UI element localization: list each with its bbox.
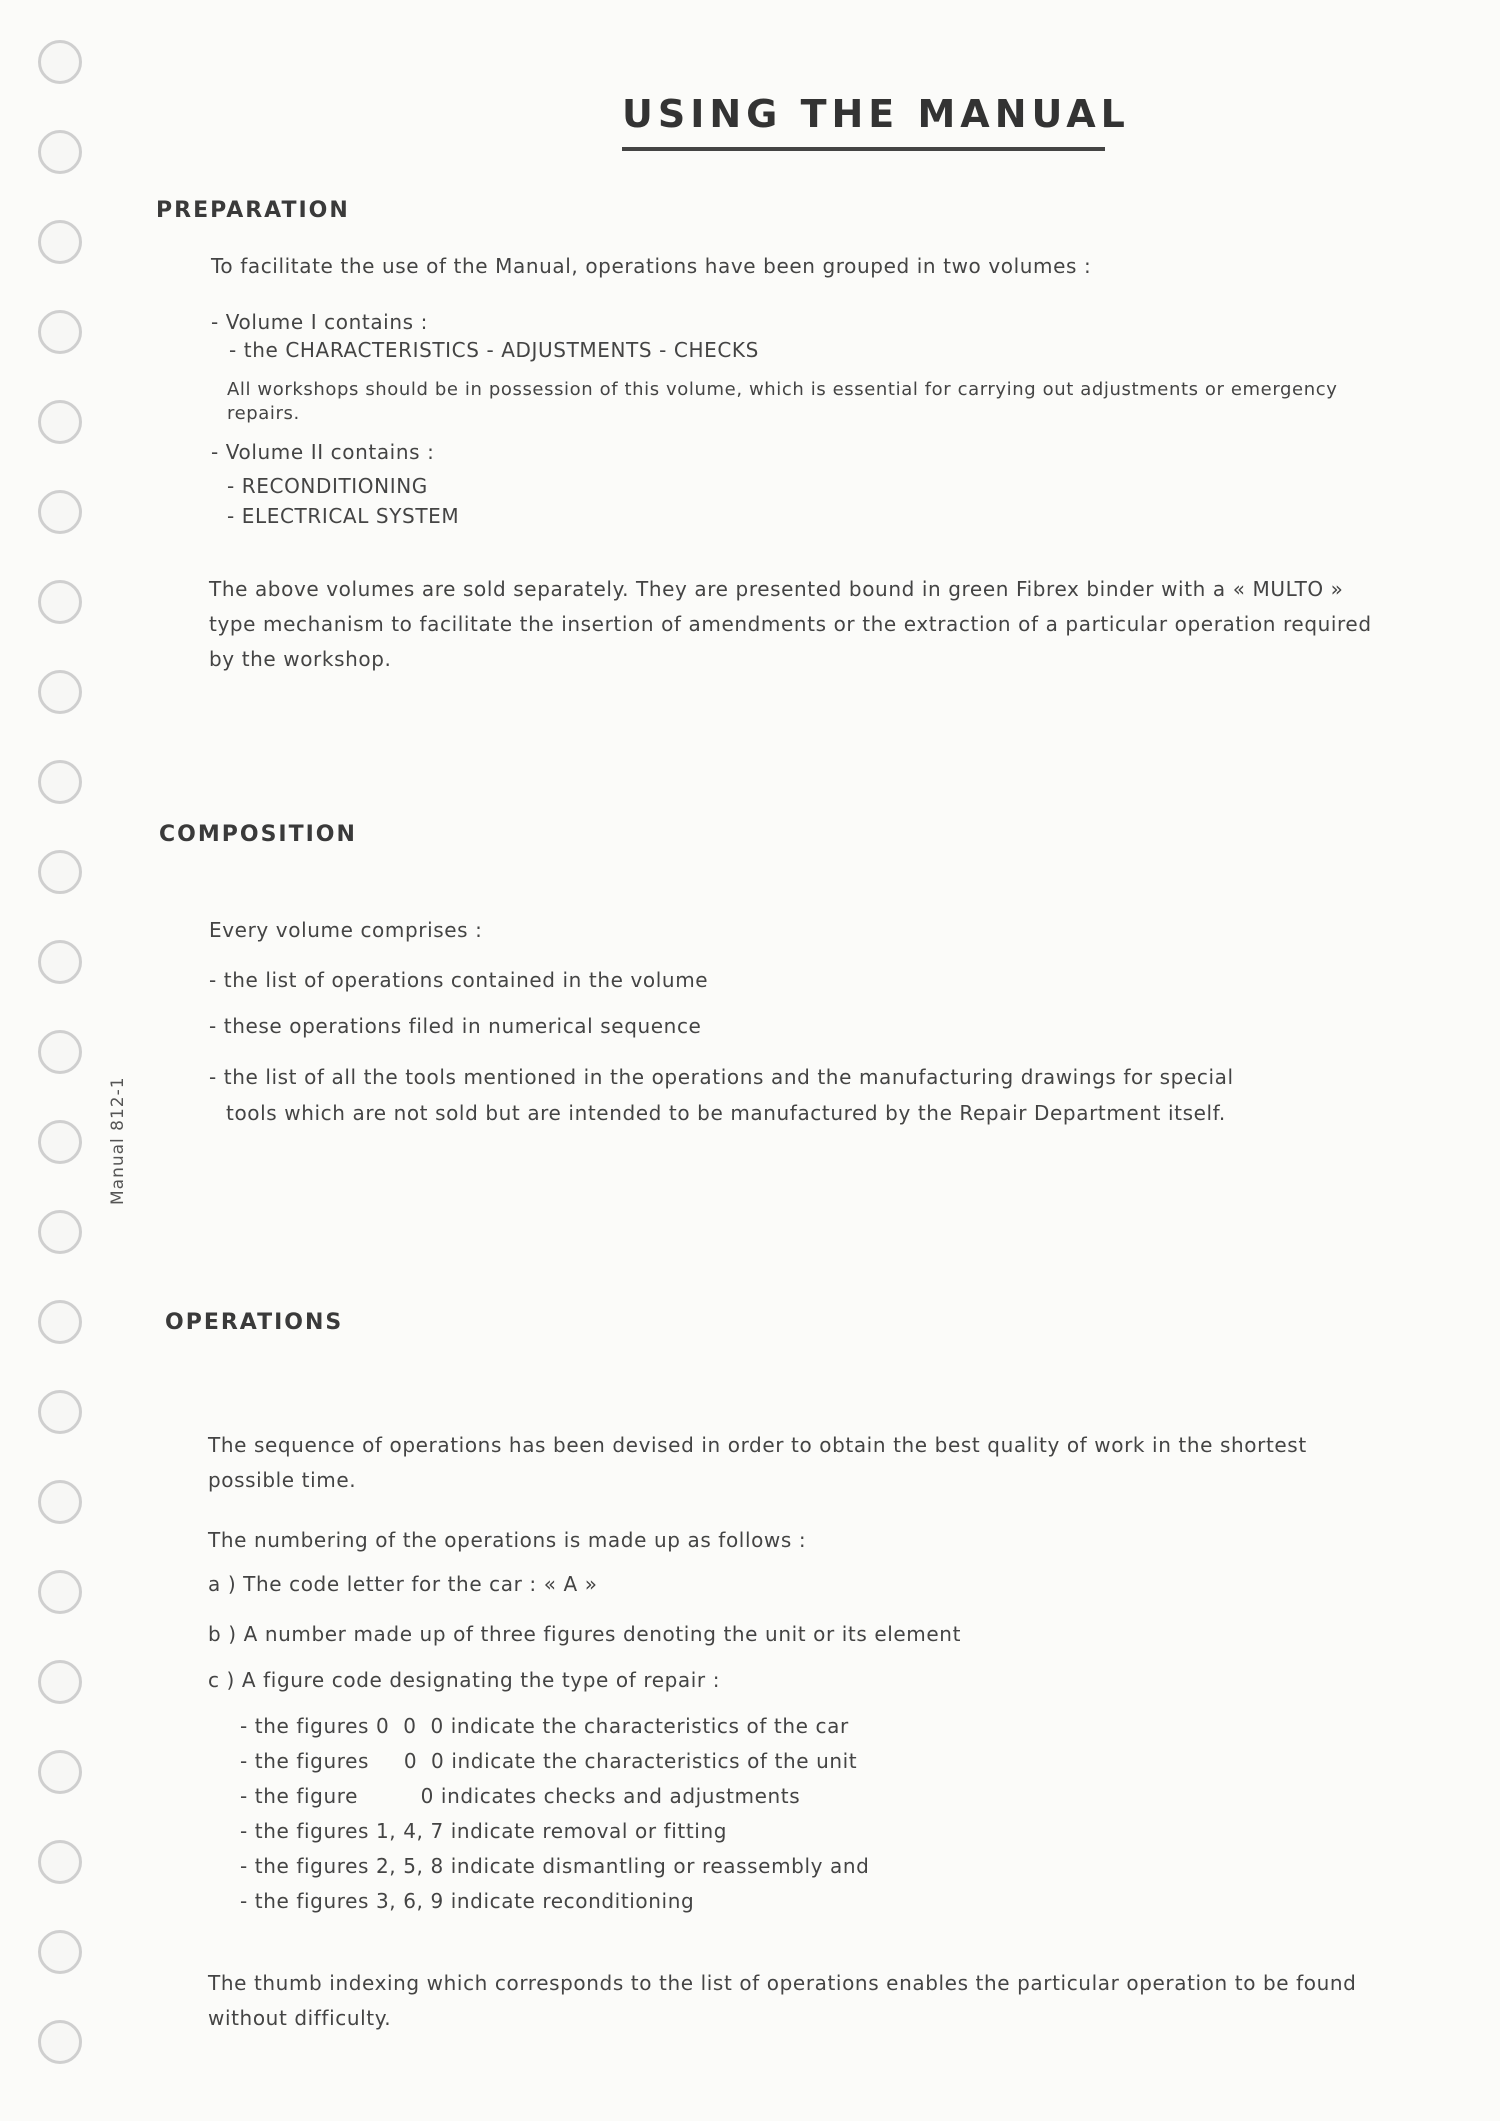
preparation-heading: PREPARATION xyxy=(156,198,350,223)
numbering-item-b: b ) A number made up of three figures denoting the unit or its element xyxy=(208,1622,962,1646)
volume-2-item-electrical: - ELECTRICAL SYSTEM xyxy=(227,504,460,528)
binder-hole xyxy=(38,130,82,174)
binder-hole xyxy=(38,1030,82,1074)
composition-heading: COMPOSITION xyxy=(159,822,357,847)
repair-code-line: - the figures 0 0 0 indicate the characteristics of the car xyxy=(240,1714,849,1738)
binder-hole xyxy=(38,220,82,264)
composition-item: - these operations filed in numerical sequence xyxy=(209,1014,702,1038)
binder-hole xyxy=(38,940,82,984)
binder-hole xyxy=(38,400,82,444)
composition-item: - the list of all the tools mentioned in the operations and the manufacturing drawings for special xyxy=(209,1065,1234,1089)
manual-number-label: Manual 812-1 xyxy=(108,1076,128,1205)
repair-code-line: - the figures 0 0 indicate the characteristics of the unit xyxy=(240,1749,858,1773)
binder-hole xyxy=(38,1300,82,1344)
composition-intro: Every volume comprises : xyxy=(209,918,483,942)
binder-hole xyxy=(38,310,82,354)
binder-hole xyxy=(38,1120,82,1164)
binder-hole xyxy=(38,1660,82,1704)
binder-hole xyxy=(38,580,82,624)
volume-2-label: - Volume II contains : xyxy=(211,440,435,464)
composition-item-continuation: tools which are not sold but are intended to be manufactured by the Repair Department itself. xyxy=(226,1101,1226,1125)
binder-hole xyxy=(38,40,82,84)
binder-hole xyxy=(38,1750,82,1794)
binder-hole xyxy=(38,1840,82,1884)
volume-1-note: All workshops should be in possession of this volume, which is essential for carrying out adjustments or emergency repairs. xyxy=(227,379,1338,424)
binder-hole xyxy=(38,1480,82,1524)
volume-2-item-reconditioning: - RECONDITIONING xyxy=(227,474,428,498)
operations-heading: OPERATIONS xyxy=(165,1310,344,1335)
binder-hole xyxy=(38,1930,82,1974)
repair-code-line: - the figure 0 indicates checks and adjustments xyxy=(240,1784,801,1808)
numbering-item-a: a ) The code letter for the car : « A » xyxy=(208,1572,598,1596)
composition-item: - the list of operations contained in the volume xyxy=(209,968,709,992)
title-underline xyxy=(622,147,1105,151)
repair-code-line: - the figures 3, 6, 9 indicate reconditioning xyxy=(240,1889,695,1913)
binder-hole xyxy=(38,2020,82,2064)
page-title: USING THE MANUAL xyxy=(622,92,1130,136)
binder-paragraph: The above volumes are sold separately. They are presented bound in green Fibrex binder with a « MULTO » type mechanism to facilitate the insertion of amendments or the extraction of a particular operation required by the workshop. xyxy=(209,577,1372,671)
numbering-item-c: c ) A figure code designating the type of repair : xyxy=(208,1668,721,1692)
volume-1-item: - the CHARACTERISTICS - ADJUSTMENTS - CHECKS xyxy=(229,338,759,362)
binder-hole xyxy=(38,1390,82,1434)
repair-code-line: - the figures 2, 5, 8 indicate dismantling or reassembly and xyxy=(240,1854,870,1878)
repair-code-line: - the figures 1, 4, 7 indicate removal or fitting xyxy=(240,1819,728,1843)
binder-hole xyxy=(38,850,82,894)
numbering-intro: The numbering of the operations is made up as follows : xyxy=(208,1528,807,1552)
operations-sequence-paragraph: The sequence of operations has been devised in order to obtain the best quality of work in the shortest possible time. xyxy=(208,1433,1307,1492)
binder-hole xyxy=(38,1210,82,1254)
binder-hole xyxy=(38,490,82,534)
volume-1-label: - Volume I contains : xyxy=(211,310,428,334)
binder-hole xyxy=(38,760,82,804)
binder-hole xyxy=(38,1570,82,1614)
thumb-indexing-paragraph: The thumb indexing which corresponds to the list of operations enables the particular operation to be found without difficulty. xyxy=(208,1971,1357,2030)
binder-hole xyxy=(38,670,82,714)
preparation-intro: To facilitate the use of the Manual, operations have been grouped in two volumes : xyxy=(211,254,1092,278)
